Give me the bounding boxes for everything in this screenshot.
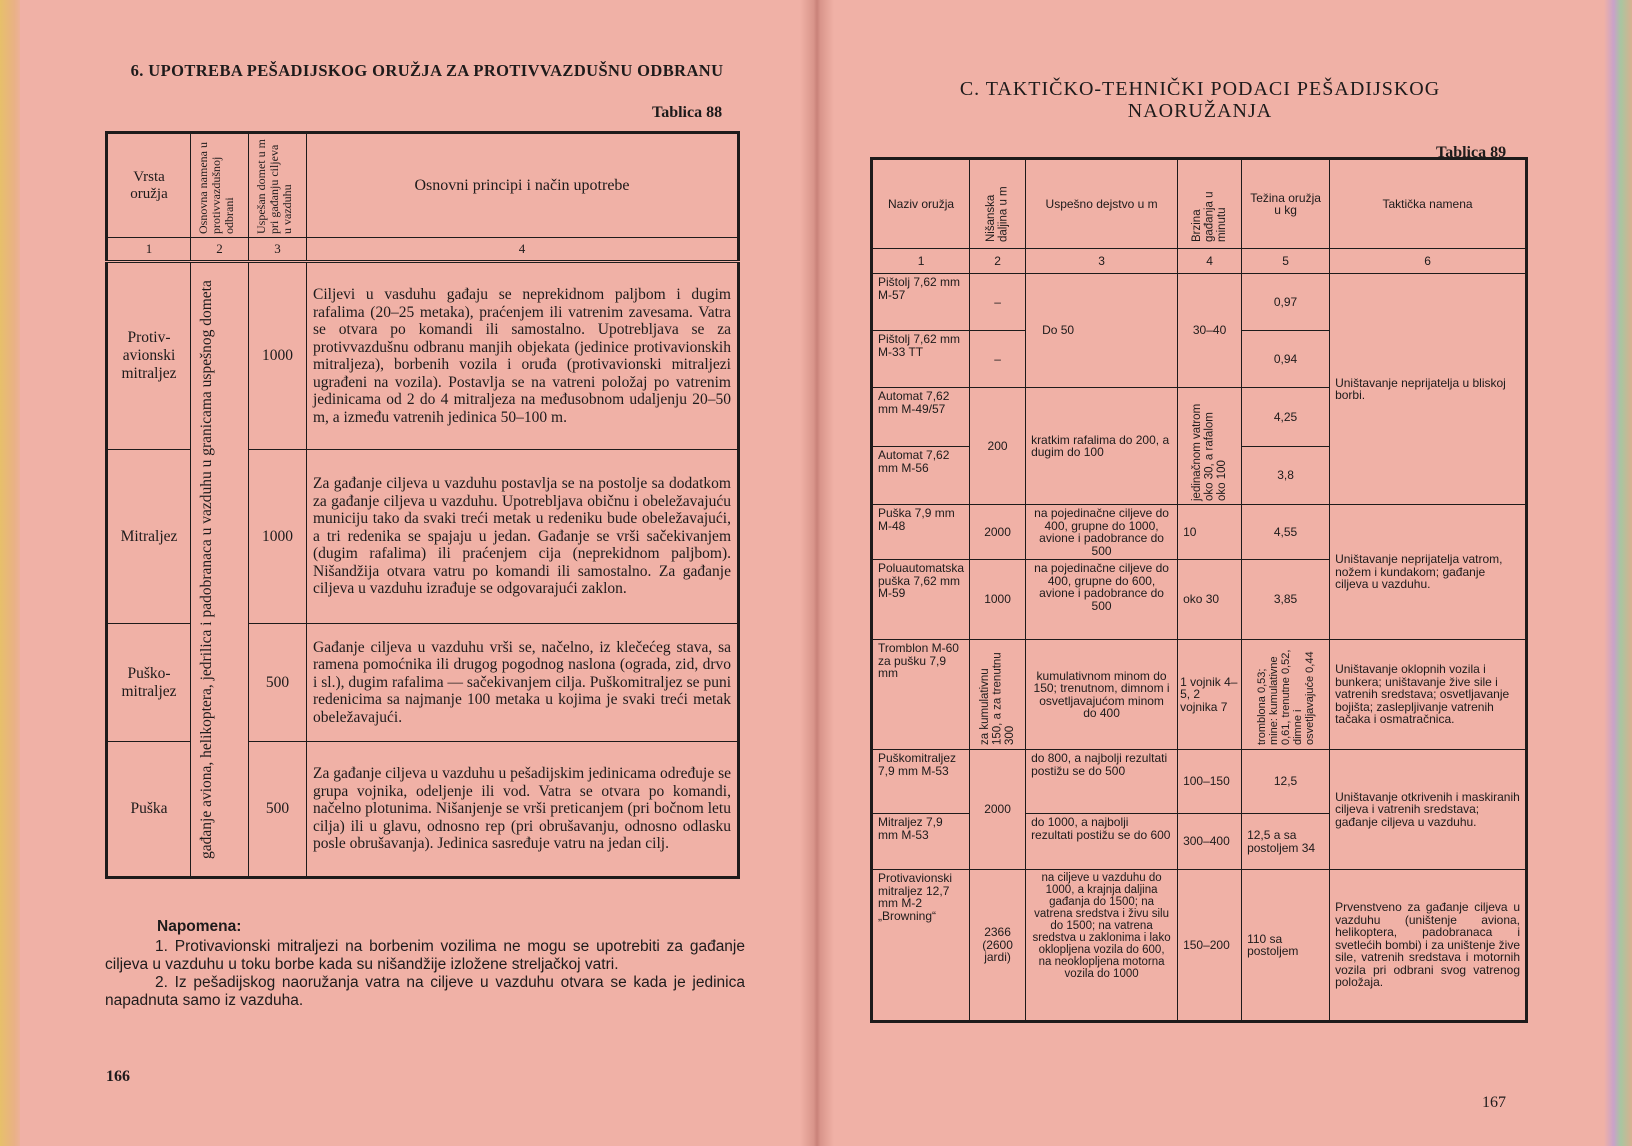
- weight: 0,97: [1242, 274, 1330, 331]
- weapon-name: Pištolj 7,62 mm M-57: [872, 274, 970, 331]
- weapon-name: Automat 7,62 mm M-56: [872, 447, 970, 505]
- table-row: [872, 870, 1527, 1022]
- col-num: 2: [191, 238, 249, 262]
- weapon-name: Puškomitraljez 7,9 mm M-53: [872, 750, 970, 814]
- common-purpose: gađanje aviona, helikoptera, jedrilica i padobranaca u vazduhu u granicama uspešnog dometa: [191, 262, 249, 878]
- tactical-purpose: Uništavanje neprijatelja vatrom, nožem i kundakom; gađanje ciljeva u vazduhu.: [1330, 505, 1527, 640]
- column-number-row: [872, 249, 1527, 274]
- note-item: 1. Protivavionski mitraljezi na borbenim vozilima ne mogu se upotrebiti za gađanje ciljeva u vazduhu u toku borbe kada su nišandžije izložene streljačkoj vatri.: [105, 938, 745, 973]
- principles-text: Za gađanje ciljeva u vazduhu postavlja se na postolje sa dodatkom za gađanje ciljeva u vazduhu. Upotrebljava običnu i obeležavajuću municiju tako da svaki treći metak u redeniku bude obeležavajući, a tri redenika se spajaju u jedan. Gađanje se vrši sačekivanjem (dugim rafalima) ili praćenjem cija (neprekidnom paljbom). Nišandžija otvara vatru po komandi ili samostalno. Za gađanje ciljeva u vazduhu izrađuje se odgovarajući zaklon.: [307, 450, 739, 624]
- rate: 300–400: [1178, 814, 1242, 870]
- book-edge-right: [1604, 0, 1632, 1146]
- heading-line: NAORUŽANJA: [1127, 100, 1273, 122]
- principles-text: Ciljevi u vasduhu gađaju se neprekidnom paljbom i dugim rafalima (20–25 metaka), praćenjem ili vatrenim zavesama. Vatra se otvara po komandi ili samostalno. Upotrebljava se za protivvazdušnu odbranu manjih objekata (jedinice protivavionskih mitraljeza), borbenih vozila i oruđa (protivavionski mitraljezi ugrađeni na vozila). Postavlja se na vatreni položaj po vatrenim jedinicama od 2 do 4 mitraljeza na međusobnom udaljenju 20–50 m, a između vatrenih jedinica 50–100 m.: [307, 262, 739, 450]
- tactical-purpose: Uništavanje oklopnih vozila i bunkera; uništavanje žive sile i vatrenih sredstava; osvetljavanje bojišta; zaslepljivanje vatrenih tačaka i osmatračnica.: [1330, 640, 1527, 750]
- weight: 4,25: [1242, 388, 1330, 447]
- page-number: 166: [106, 1068, 130, 1085]
- sight-range: 2000: [970, 505, 1026, 560]
- col-num: 1: [872, 249, 970, 274]
- principles-text: Za gađanje ciljeva u vazduhu u pešadijskim jedinicama određuje se grupa vojnika, odeljenje ili vod. Vatra se otvara po komandi, načelno plotunima. Nišanjenje se vrši preticanjem (pri bočnom letu cilja) ili u glavu, odnosno rep (pri obrušavanju, odnosno odlasku posle obrušavanja). Jedinica sasređuje vatru na jedan cilj.: [307, 742, 739, 878]
- weight: 12,5: [1242, 750, 1330, 814]
- weapon-name: Mitraljez: [107, 450, 191, 624]
- weight: 12,5 a sa postoljem 34: [1242, 814, 1330, 870]
- rate: 100–150: [1178, 750, 1242, 814]
- note-title: Napomena:: [157, 918, 242, 935]
- effective-range: 1000: [249, 262, 307, 450]
- effect: na ciljeve u vazduhu do 1000, a krajnja daljina gađanja do 1500; na vatrena sredstva i živu silu do 1500; na vatrena sredstva u zaklonima i lako oklopljena vozila do 600, na neoklopljena motorna vozila do 1000: [1026, 870, 1178, 1022]
- header-purpose: Osnovna namena u protivvazdušnoj odbrani: [191, 133, 249, 238]
- sight-range: 2000: [970, 750, 1026, 870]
- col-num: 1: [107, 238, 191, 262]
- header-principles: Osnovni principi i način upotrebe: [307, 133, 739, 238]
- table-88: [105, 131, 740, 879]
- weapon-name: Poluautomatska puška 7,62 mm M-59: [872, 560, 970, 640]
- effect: na pojedinačne ciljeve do 400, grupne do 600, avione i padobrance do 500: [1026, 560, 1178, 640]
- effect: Do 50: [1026, 274, 1178, 388]
- heading-line: C. TAKTIČKO-TEHNIČKI PODACI PEŠADIJSKOG: [959, 78, 1441, 100]
- col-num: 3: [249, 238, 307, 262]
- tactical-purpose: Uništavanje neprijatelja u bliskoj borbi.: [1330, 274, 1527, 505]
- col-num: 3: [1026, 249, 1178, 274]
- header-name: Naziv oružja: [872, 159, 970, 249]
- sight-range: 1000: [970, 560, 1026, 640]
- table-row: [872, 505, 1527, 560]
- note-item: 2. Iz pešadijskog naoružanja vatra na ciljeve u vazduhu otvara se kada je jedinica napadnuta samo iz vazduha.: [105, 974, 745, 1009]
- tactical-purpose: Uništavanje otkrivenih i maskiranih ciljeva i vatrenih sredstava; gađanje ciljeva u vazduhu.: [1330, 750, 1527, 870]
- col-num: 5: [1242, 249, 1330, 274]
- col-num: 4: [1178, 249, 1242, 274]
- col-num: 4: [307, 238, 739, 262]
- table-row: [107, 262, 739, 450]
- rate: oko 30: [1178, 560, 1242, 640]
- weapon-name: Protivavionski mitraljez 12,7 mm M-2 „Browning“: [872, 870, 970, 1022]
- effective-range: 500: [249, 742, 307, 878]
- table-row: [872, 274, 1527, 331]
- weapon-name: Mitraljez 7,9 mm M-53: [872, 814, 970, 870]
- weapon-name: Pištolj 7,62 mm M-33 TT: [872, 331, 970, 388]
- weight: 0,94: [1242, 331, 1330, 388]
- weapon-name: Automat 7,62 mm M-49/57: [872, 388, 970, 447]
- section-heading: 6. UPOTREBA PEŠADIJSKOG ORUŽJA ZA PROTIVVAZDUŠNU ODBRANU: [130, 61, 724, 80]
- table-row: [872, 750, 1527, 814]
- weight: 4,55: [1242, 505, 1330, 560]
- weapon-name: Puška: [107, 742, 191, 878]
- header-effect: Uspešno dejstvo u m: [1026, 159, 1178, 249]
- principles-text: Gađanje ciljeva u vazduhu vrši se, načelno, iz klečećeg stava, sa ramena pomoćnika ili drugog pogodnog naslona (ograda, zid, drvo i sl.), dugim rafalima — sačekivanjem cilja. Puškomitraljez se puni redenicima sa najmanje 100 metaka u kojima je svaki treći metak obeležavajući.: [307, 624, 739, 742]
- effect: na pojedinačne ciljeve do 400, grupne do 1000, avione i padobrance do 500: [1026, 505, 1178, 560]
- header-weapon-type: Vrsta oružja: [107, 133, 191, 238]
- sight-range: –: [970, 331, 1026, 388]
- header-rate: Brzina gađanja u minutu: [1178, 159, 1242, 249]
- effect: do 1000, a najbolji rezultati postižu se do 600: [1026, 814, 1178, 870]
- effective-range: 1000: [249, 450, 307, 624]
- table-label: Tablica 89: [1436, 144, 1507, 161]
- tactical-purpose: Prvenstveno za gađanje ciljeva u vazduhu (uništenje aviona, helikoptera, padobranaca i svetlećih bombi) i za uništenje žive sile, vatrenih sredstava i motornih vozila pri odbrani svog vatrenog položaja.: [1330, 870, 1527, 1022]
- header-row: [872, 159, 1527, 249]
- note-section: [105, 918, 745, 1010]
- header-weight: Težina oružja u kg: [1242, 159, 1330, 249]
- rate: 30–40: [1178, 274, 1242, 388]
- col-num: 2: [970, 249, 1026, 274]
- effective-range: 500: [249, 624, 307, 742]
- table-row: [872, 640, 1527, 750]
- page-number: 167: [1482, 1094, 1506, 1111]
- weapon-name: Puško-mitraljez: [107, 624, 191, 742]
- col-num: 6: [1330, 249, 1527, 274]
- column-number-row: [107, 238, 739, 262]
- weapon-name: Protiv-avionski mitraljez: [107, 262, 191, 450]
- table-89: [870, 157, 1528, 1023]
- rate: jedinačnom vatrom oko 30, a rafalom oko 100: [1178, 388, 1242, 505]
- weight: tromblona 0,53; mine: kumulativne 0,61, trenutne 0,52, dimne i osvetljavajuće 0,44: [1242, 640, 1330, 750]
- effect: do 800, a najbolji rezultati postižu se do 500: [1026, 750, 1178, 814]
- effect: kratkim rafalima do 200, a dugim do 100: [1026, 388, 1178, 505]
- weight: 3,85: [1242, 560, 1330, 640]
- rate: 1 vojnik 4–5, 2 vojnika 7: [1178, 640, 1242, 750]
- book-gutter: [800, 0, 834, 1146]
- weapon-name: Puška 7,9 mm M-48: [872, 505, 970, 560]
- rate: 150–200: [1178, 870, 1242, 1022]
- section-heading: [880, 78, 1520, 122]
- header-range: Uspešan domet u m pri gađanju ciljeva u vazduhu: [249, 133, 307, 238]
- rate: 10: [1178, 505, 1242, 560]
- header-sight-range: Nišanska daljina u m: [970, 159, 1026, 249]
- sight-range: 2366 (2600 jardi): [970, 870, 1026, 1022]
- sight-range: 200: [970, 388, 1026, 505]
- header-tactical: Taktička namena: [1330, 159, 1527, 249]
- weight: 3,8: [1242, 447, 1330, 505]
- weight: 110 sa postoljem: [1242, 870, 1330, 1022]
- table-label: Tablica 88: [652, 104, 723, 121]
- weapon-name: Tromblon M-60 za pušku 7,9 mm: [872, 640, 970, 750]
- effect: kumulativnom minom do 150; trenutnom, dimnom i osvetljavajućom minom do 400: [1026, 640, 1178, 750]
- sight-range: –: [970, 274, 1026, 331]
- sight-range: za kumulativnu 150, a za trenutnu 300: [970, 640, 1026, 750]
